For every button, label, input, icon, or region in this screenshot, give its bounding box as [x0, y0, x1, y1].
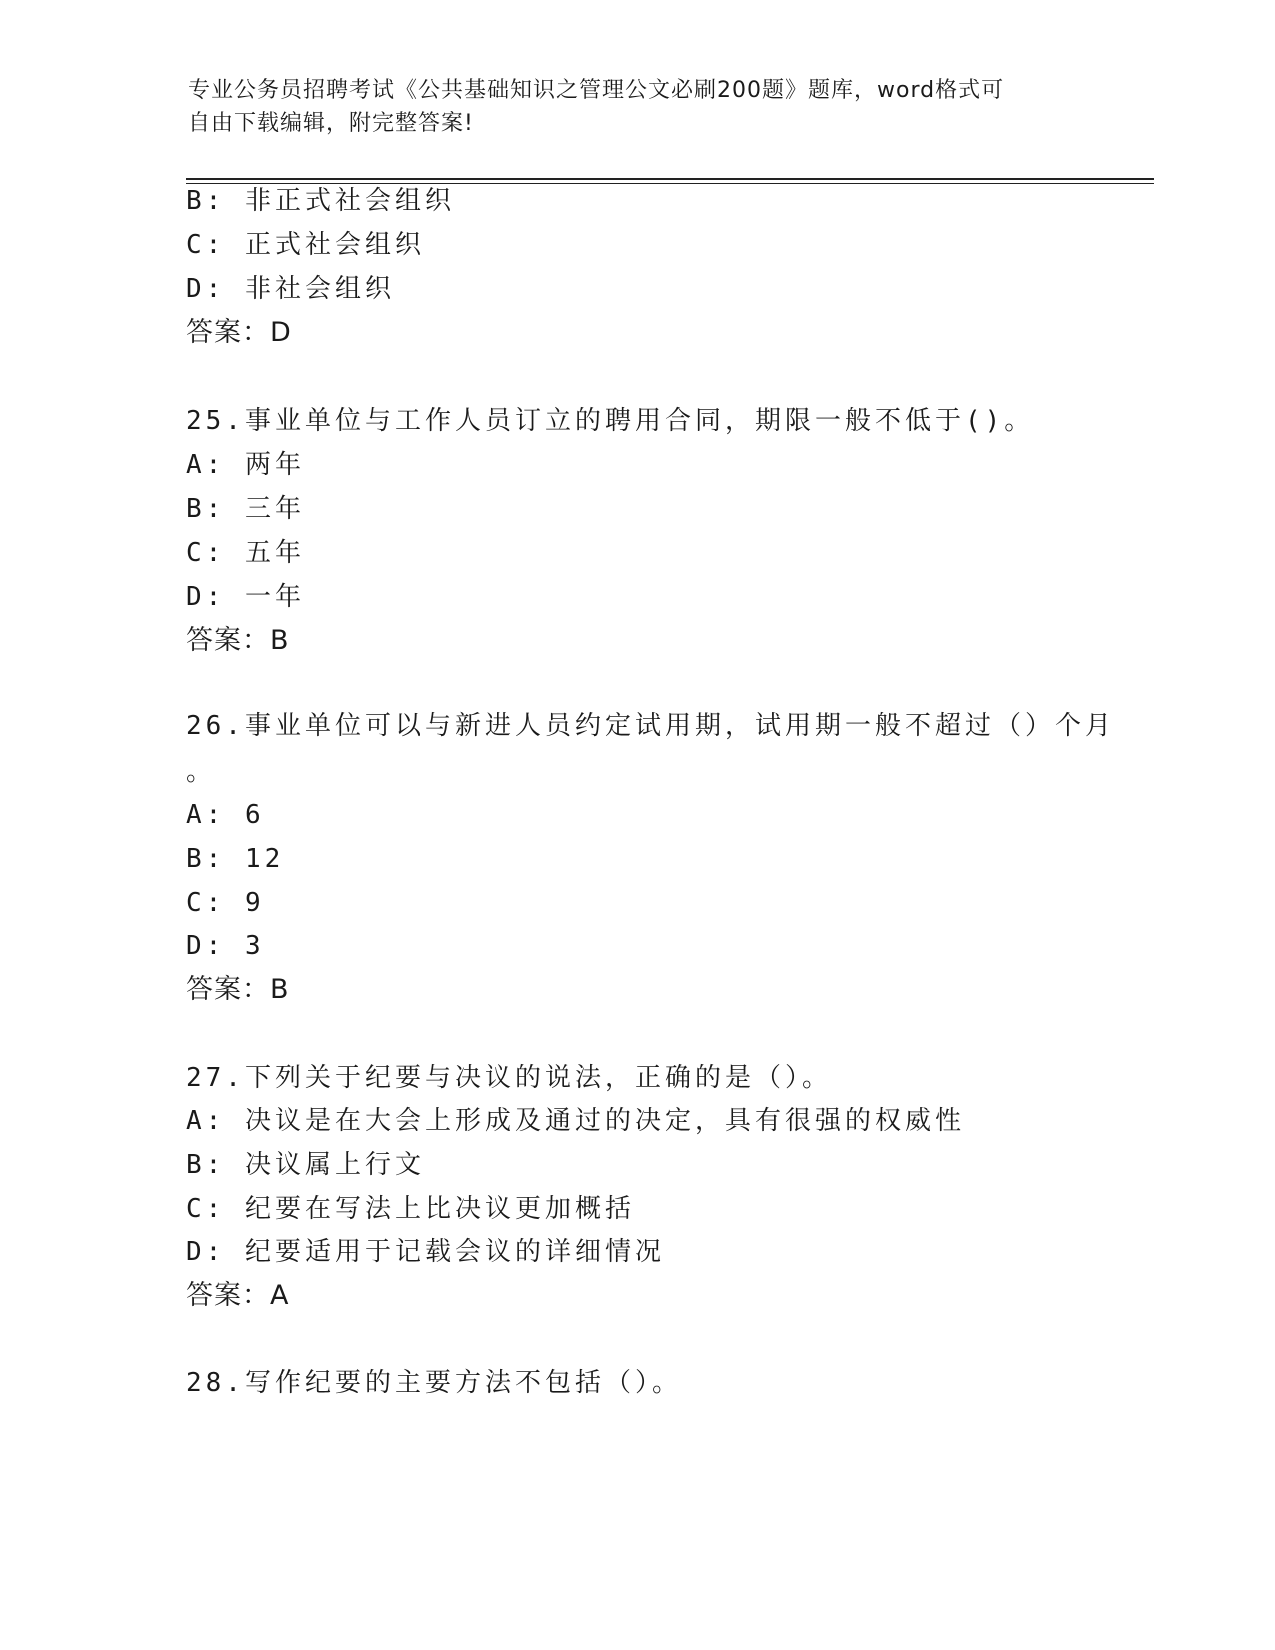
q26-option-d: D: 3 [186, 931, 265, 961]
q27-option-b: B: 决议属上行文 [186, 1150, 425, 1180]
q25-option-d: D: 一年 [186, 582, 305, 612]
q26-question-line-1: 26.事业单位可以与新进人员约定试用期，试用期一般不超过（）个月 [186, 711, 1115, 741]
q27-option-a: A: 决议是在大会上形成及通过的决定，具有很强的权威性 [186, 1106, 965, 1136]
q27-question: 27.下列关于纪要与决议的说法，正确的是（）。 [186, 1063, 832, 1093]
q24-option-b: B: 非正式社会组织 [186, 186, 455, 216]
q28-question: 28.写作纪要的主要方法不包括（）。 [186, 1368, 682, 1398]
header-divider-thin [186, 183, 1154, 184]
q25-option-b: B: 三年 [186, 494, 305, 524]
q25-answer: 答案：B [186, 625, 290, 656]
q26-option-c: C: 9 [186, 888, 265, 918]
q24-option-d: D: 非社会组织 [186, 274, 395, 304]
q25-option-a: A: 两年 [186, 450, 305, 480]
q24-answer: 答案：D [186, 317, 292, 348]
q25-option-c: C: 五年 [186, 538, 305, 568]
header-divider-thick [186, 178, 1154, 180]
document-header [188, 74, 1068, 140]
q26-option-a: A: 6 [186, 800, 265, 830]
q27-option-d: D: 纪要适用于记载会议的详细情况 [186, 1237, 665, 1267]
q26-question-line-2: 。 [186, 757, 217, 787]
q27-option-c: C: 纪要在写法上比决议更加概括 [186, 1194, 635, 1224]
q26-answer: 答案：B [186, 974, 290, 1005]
q24-option-c: C: 正式社会组织 [186, 230, 425, 260]
q27-answer: 答案：A [186, 1280, 290, 1311]
header-line-2: 自由下载编辑，附完整答案! [188, 111, 474, 136]
header-line-1: 专业公务员招聘考试《公共基础知识之管理公文必刷200题》题库，word格式可 [188, 78, 1005, 103]
q25-question: 25.事业单位与工作人员订立的聘用合同，期限一般不低于()。 [186, 406, 1035, 436]
q26-option-b: B: 12 [186, 844, 285, 874]
